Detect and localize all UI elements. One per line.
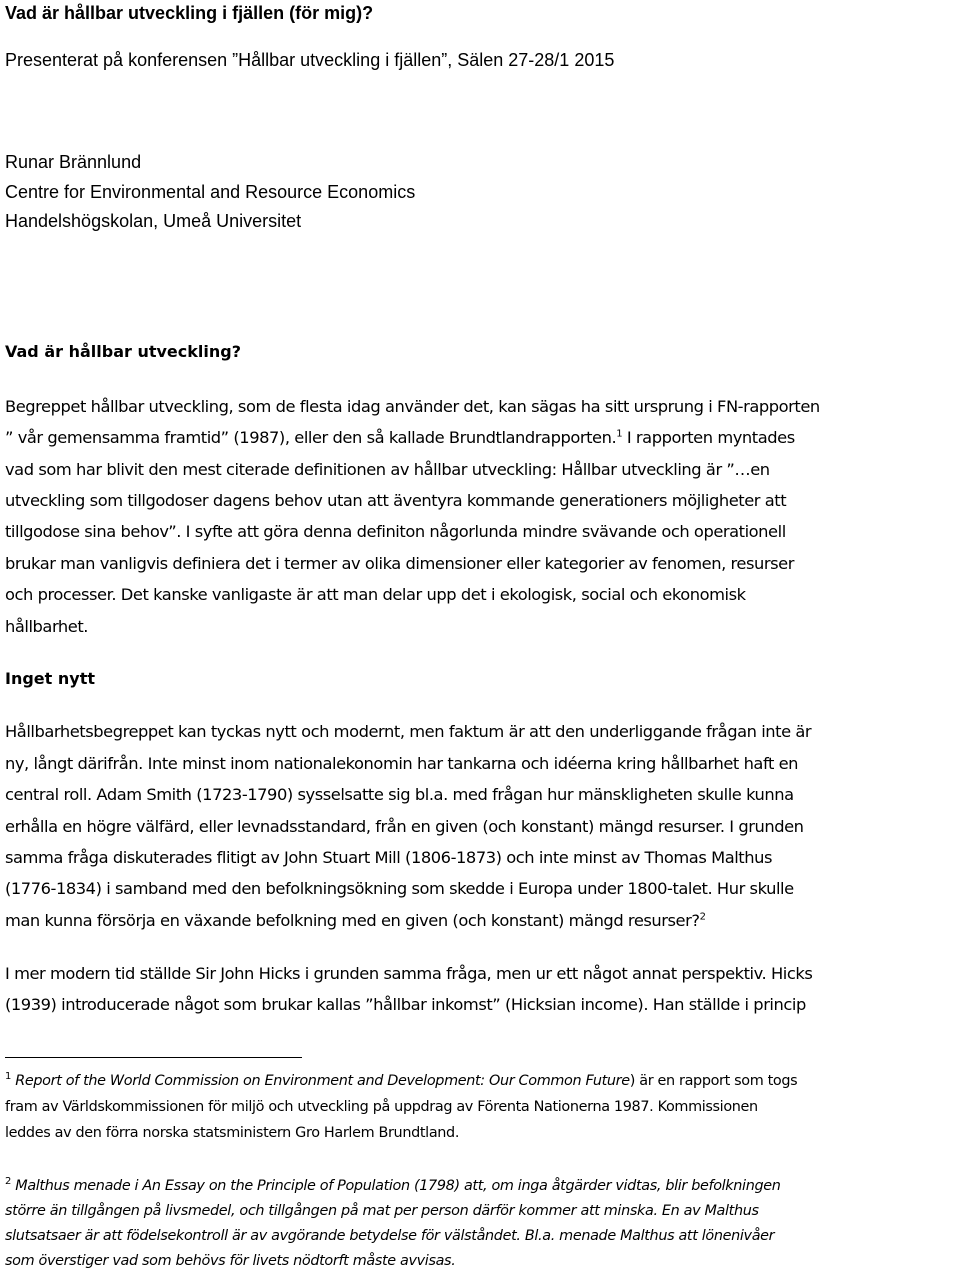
footnote-text: slutsatsaer är att födelsekontroll är av avgörande betydelse för välståndet. Bl.a. menade Malthus att lönenivåer [5, 1228, 775, 1244]
footnote-text: större än tillgången på livsmedel, och tillgången på mat per person därför kommer att minska. En av Malthus [5, 1203, 759, 1219]
paragraph-line: (1776-1834) i samband med den befolkningsökning som skedde i Europa under 1800-talet. Hur skulle [5, 879, 794, 898]
paragraph-line: brukar man vanligvis definiera det i termer av olika dimensioner eller kategorier av fenomen, resurser [5, 554, 794, 573]
footnote-text: som överstiger vad som behövs för livets nödtorft måste avvisas. [5, 1253, 456, 1269]
section-heading-inget-nytt: Inget nytt [5, 669, 95, 688]
paragraph-line-text: I rapporten myntades [622, 428, 795, 447]
conference-note: Presenterat på konferensen ”Hållbar utveckling i fjällen”, Sälen 27-28/1 2015 [5, 50, 615, 70]
paragraph-line-text: man kunna försörja en växande befolkning med en given (och konstant) mängd resurser? [5, 911, 700, 930]
footnote-2 [5, 1178, 781, 1194]
footnote-2-line [5, 1253, 455, 1269]
footnote-1-line: fram av Världskommissionen för miljö och utveckling på uppdrag av Förenta Nationerna 1987. Kommissionen [5, 1099, 758, 1115]
paragraph-line: (1939) introducerade något som brukar kallas ”hållbar inkomst” (Hicksian income). Han ställde i princip [5, 995, 806, 1014]
author-name: Runar Brännlund [5, 152, 142, 172]
footnote-1-line: leddes av den förra norska statsministern Gro Harlem Brundtland. [5, 1125, 460, 1141]
footnote-ref-2[interactable]: 2 [699, 911, 706, 923]
footnote-italic-title: Report of the World Commission on Environment and Development: Our Common Future [15, 1073, 630, 1089]
footnote-text: Malthus menade i An Essay on the Principle of Population (1798) att, om inga åtgärder vidtas, blir befolkningen [15, 1178, 781, 1194]
paragraph-line: central roll. Adam Smith (1723-1790) sysselsatte sig bl.a. med frågan hur mänskligheten skulle kunna [5, 785, 794, 804]
paragraph-line: erhålla en högre välfärd, eller levnadsstandard, från en given (och konstant) mängd resurser. I grunden [5, 817, 804, 836]
author-centre: Centre for Environmental and Resource Economics [5, 182, 416, 202]
footnote-2-line [5, 1203, 759, 1219]
paragraph-line: Begreppet hållbar utveckling, som de flesta idag använder det, kan sägas ha sitt ursprung i FN-rapporten [5, 397, 820, 416]
document-title: Vad är hållbar utveckling i fjällen (för mig)? [5, 3, 374, 23]
paragraph-line: hållbarhet. [5, 617, 89, 636]
footnote-ref-1[interactable]: 1 [616, 428, 623, 440]
paragraph-line [5, 911, 705, 930]
paragraph-line: tillgodose sina behov”. I syfte att göra denna definiton någorlunda mindre svävande och operationell [5, 522, 786, 541]
paragraph-line: Hållbarhetsbegreppet kan tyckas nytt och modernt, men faktum är att den underliggande frågan inte är [5, 722, 812, 741]
paragraph-line-text: ” vår gemensamma framtid” (1987), eller den så kallade Brundtlandrapporten. [5, 428, 617, 447]
author-institution: Handelshögskolan, Umeå Universitet [5, 211, 302, 231]
paragraph-line: ny, långt därifrån. Inte minst inom nationalekonomin har tankarna och idéerna kring hållbarhet haft en [5, 754, 799, 773]
paragraph-line [5, 428, 795, 447]
footnote-1 [5, 1073, 797, 1089]
footnote-number: 2 [5, 1176, 12, 1188]
paragraph-line: vad som har blivit den mest citerade definitionen av hållbar utveckling: Hållbar utveckling är ”…en [5, 460, 770, 479]
paragraph-line: samma fråga diskuterades flitigt av John Stuart Mill (1806-1873) och inte minst av Thomas Malthus [5, 848, 772, 867]
footnote-separator [5, 1057, 302, 1058]
paragraph-line: utveckling som tillgodoser dagens behov utan att äventyra kommande generationers möjligheter att [5, 491, 787, 510]
footnote-number: 1 [5, 1071, 12, 1083]
section-heading-hallbar: Vad är hållbar utveckling? [5, 342, 241, 361]
footnote-text: ) är en rapport som togs [629, 1073, 798, 1089]
footnote-2-line [5, 1228, 774, 1244]
paragraph-line: I mer modern tid ställde Sir John Hicks i grunden samma fråga, men ur ett något annat perspektiv. Hicks [5, 964, 813, 983]
paragraph-line: och processer. Det kanske vanligaste är att man delar upp det i ekologisk, social och ekonomisk [5, 585, 746, 604]
